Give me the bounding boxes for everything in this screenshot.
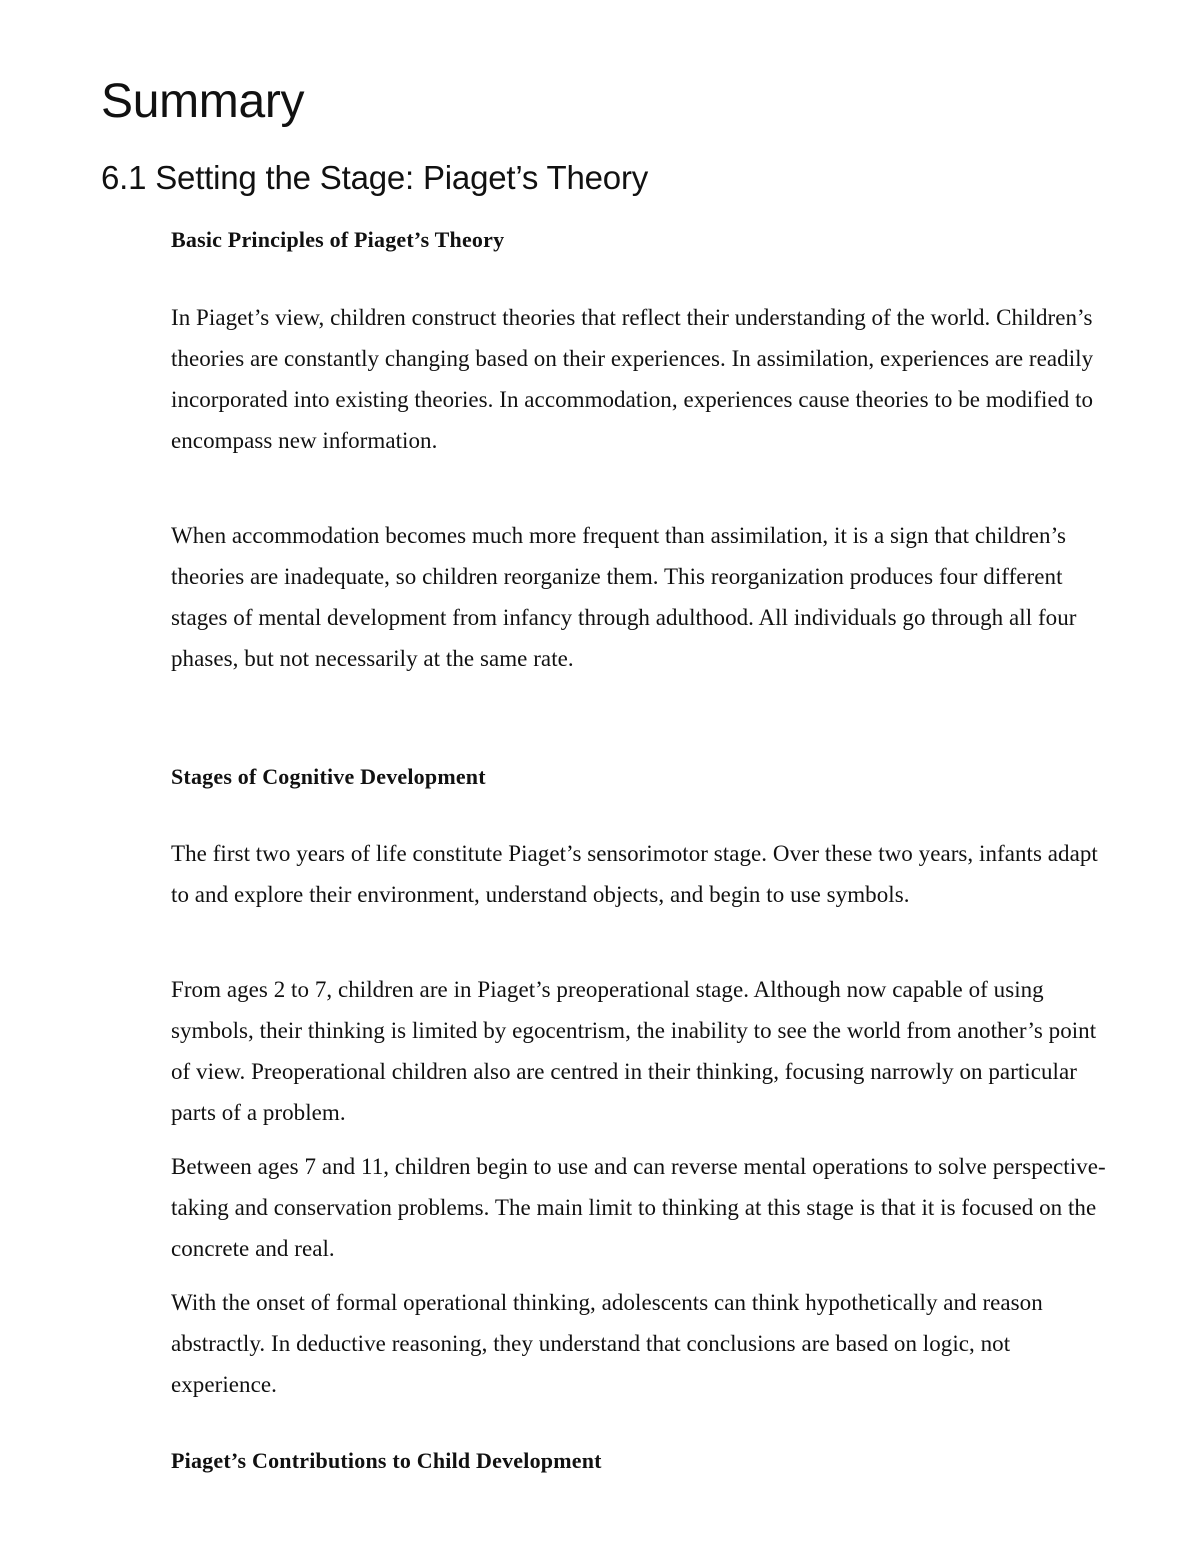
paragraph: With the onset of formal operational thinking, adolescents can think hypothetically and reason abstractly. In deductive reasoning, they understand that conclusions are based on logic, not experience. [171, 1290, 1043, 1397]
paragraph: From ages 2 to 7, children are in Piaget’s preoperational stage. Although now capable of using symbols, their thinking is limited by egocentrism, the inability to see the world from another’s point of view. Preoperational children also are centred in their thinking, focusing narrowly on particular parts of a problem. [171, 977, 1097, 1125]
paragraph: Between ages 7 and 11, children begin to use and can reverse mental operations to solve perspective-taking and conservation problems. The main limit to thinking at this stage is that it is focused on the concrete and real. [171, 1154, 1106, 1261]
page-title: Summary [101, 75, 305, 128]
paragraph: The first two years of life constitute Piaget’s sensorimotor stage. Over these two years, infants adapt to and explore their environment, understand objects, and begin to use symbols. [171, 841, 1098, 907]
paragraph: When accommodation becomes much more frequent than assimilation, it is a sign that children’s theories are inadequate, so children reorganize them. This reorganization produces four different stages of mental development from infancy through adulthood. All individuals go through all four phases, but not necessarily at the same rate. [171, 523, 1077, 671]
subsection-heading-stages: Stages of Cognitive Development [171, 764, 486, 789]
section-heading: 6.1 Setting the Stage: Piaget’s Theory [101, 159, 649, 196]
paragraph: In Piaget’s view, children construct theories that reflect their understanding of the world. Children’s theories are constantly changing based on their experiences. In assimilation, experiences are readily incorporated into existing theories. In accommodation, experiences cause theories to be modified to encompass new information. [171, 305, 1094, 453]
subsection-heading-contributions: Piaget’s Contributions to Child Development [171, 1448, 602, 1473]
subsection-heading-basic-principles: Basic Principles of Piaget’s Theory [171, 227, 505, 252]
